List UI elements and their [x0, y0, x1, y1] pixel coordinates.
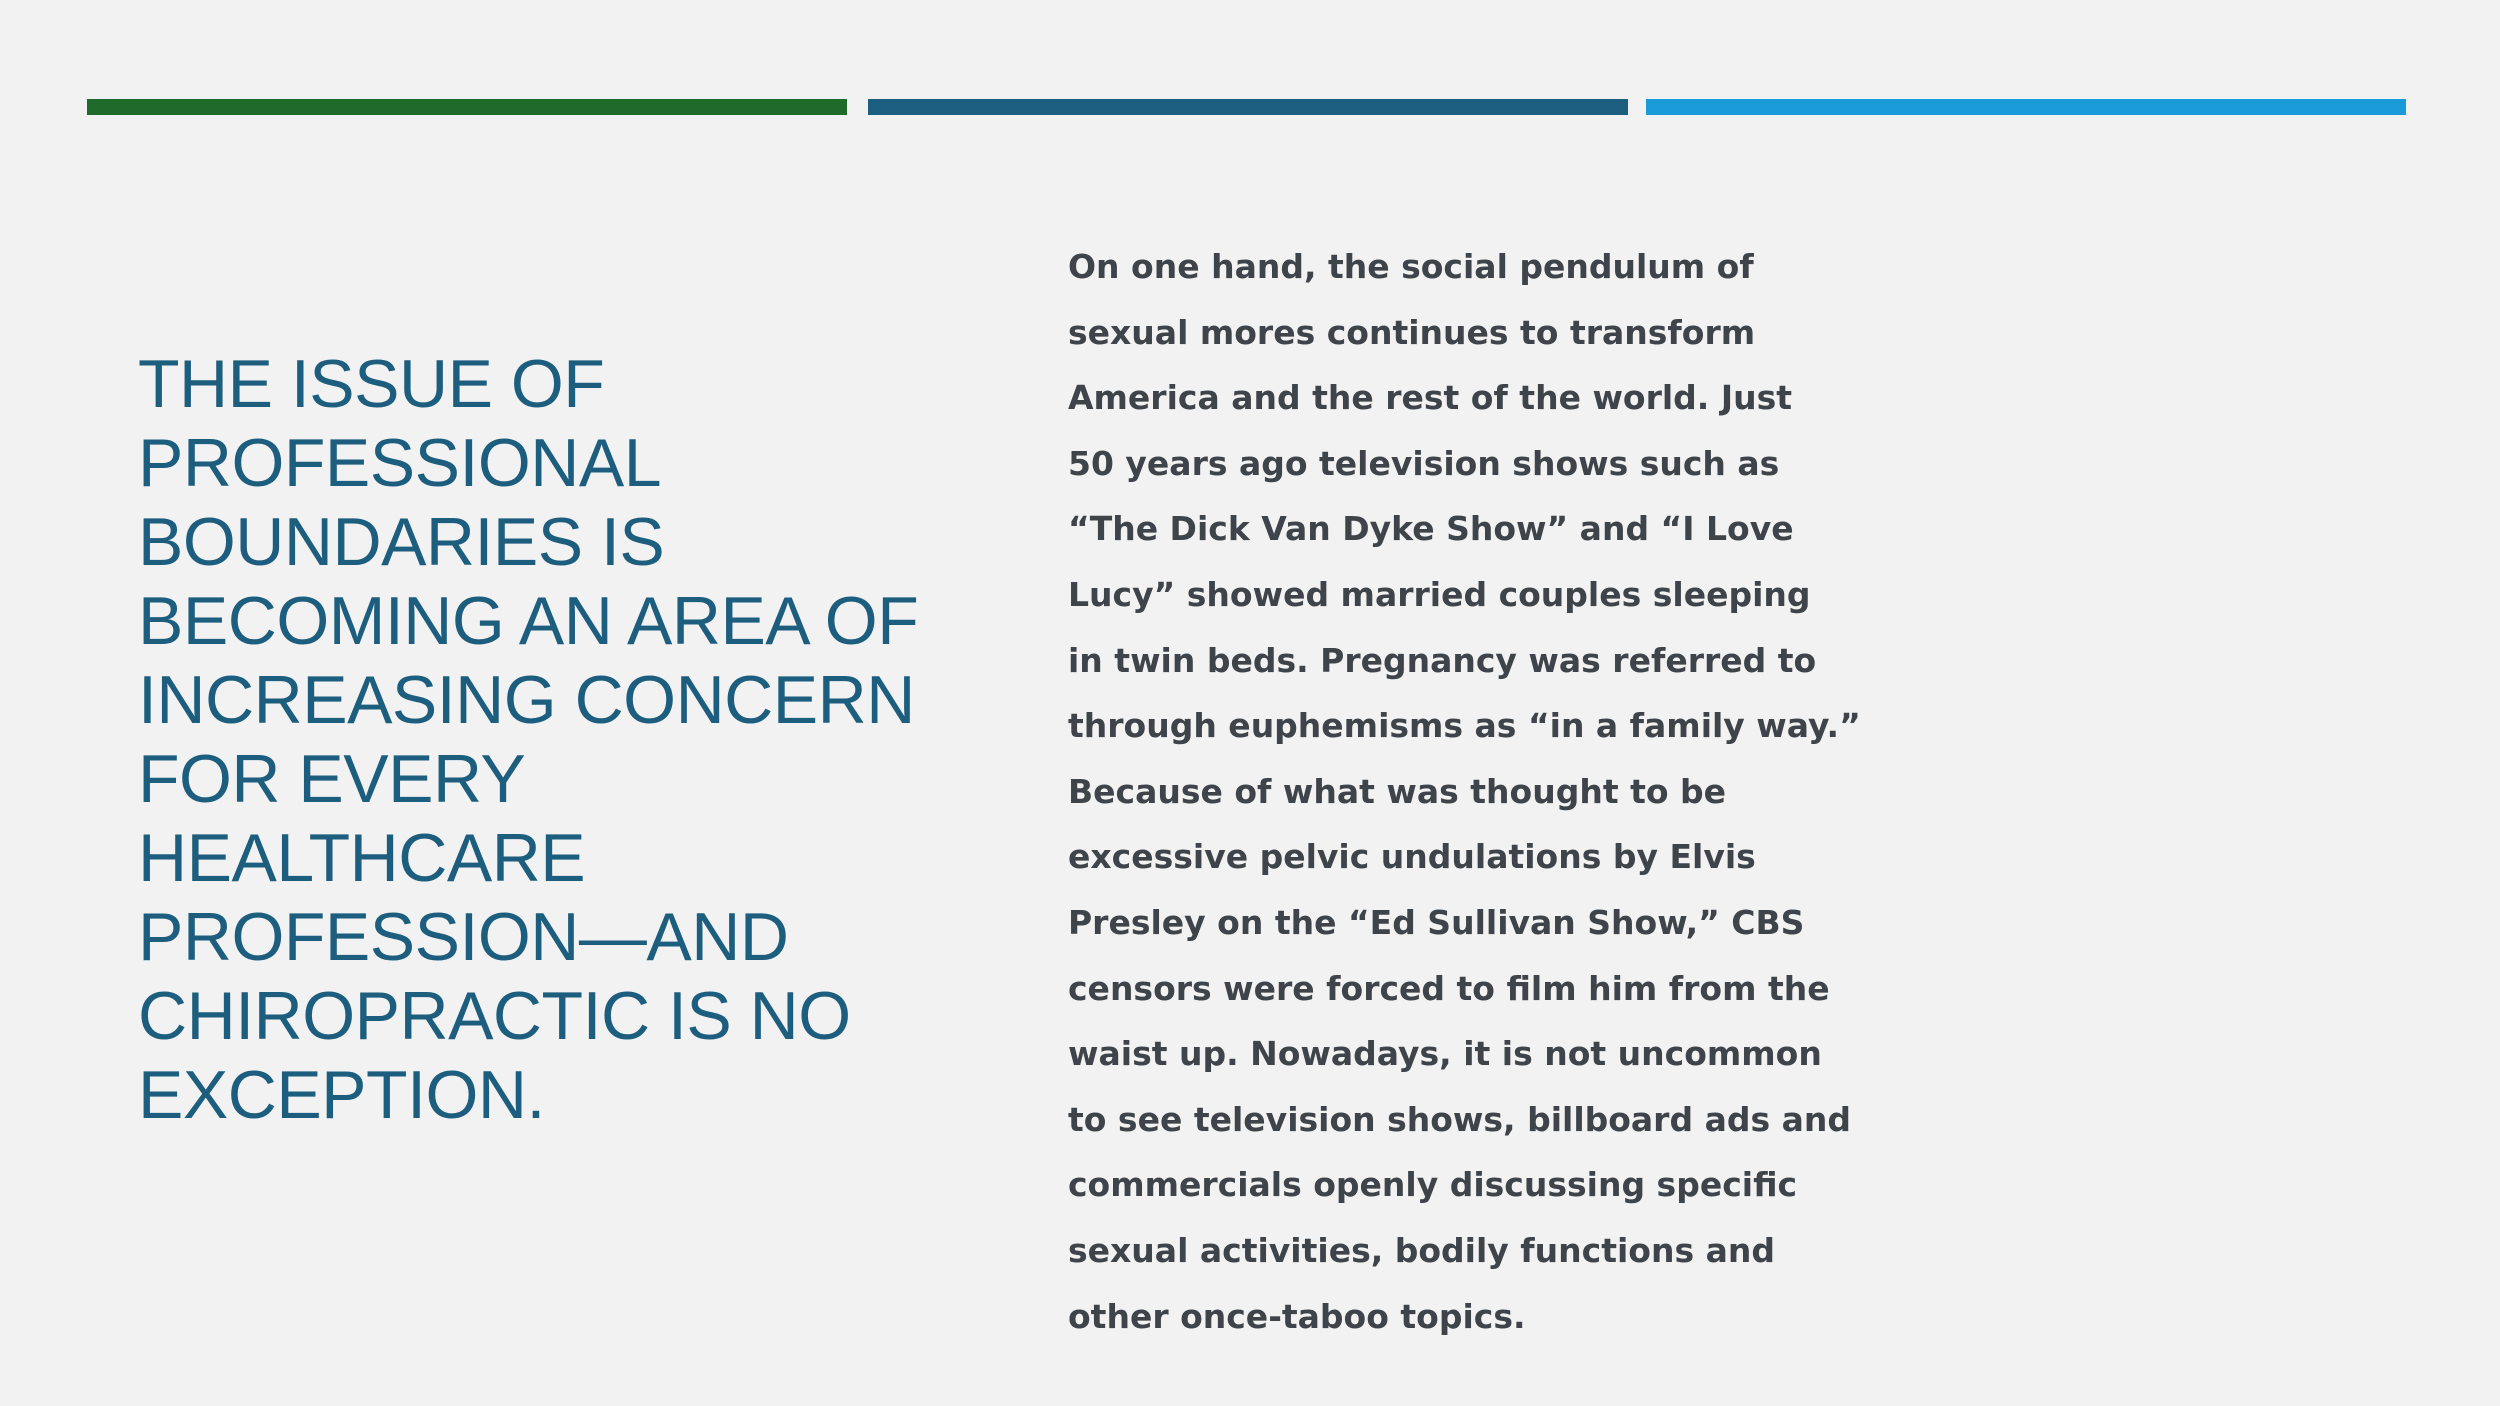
body-paragraph: [1068, 234, 1861, 1349]
body-line: Lucy” showed married couples sleeping: [1068, 574, 1811, 614]
body-line: waist up. Nowadays, it is not uncommon: [1068, 1034, 1822, 1074]
body-line: 50 years ago television shows such as: [1068, 443, 1780, 483]
body-line: America and the rest of the world. Just: [1068, 378, 1793, 418]
accent-bar-navy: [868, 99, 1628, 115]
body-line: sexual mores continues to transform: [1068, 312, 1756, 352]
body-line: in twin beds. Pregnancy was referred to: [1068, 640, 1817, 680]
body-line: Because of what was thought to be: [1068, 771, 1727, 811]
body-line: Presley on the “Ed Sullivan Show,” CBS: [1068, 902, 1805, 942]
body-line: excessive pelvic undulations by Elvis: [1068, 837, 1756, 877]
body-line: other once-taboo topics.: [1068, 1296, 1526, 1336]
body-line: through euphemisms as “in a family way.”: [1068, 706, 1861, 746]
accent-bar-blue: [1646, 99, 2406, 115]
body-line: to see television shows, billboard ads and: [1068, 1099, 1851, 1139]
slide-title: THE ISSUE OF PROFESSIONAL BOUNDARIES IS BECOMING AN AREA OF INCREASING CONCERN FOR EVERY HEALTHCARE PROFESSION—AND CHIROPRACTIC IS NO EXCEPTION.: [138, 346, 919, 1133]
body-line: censors were forced to film him from the: [1068, 968, 1830, 1008]
body-line: “The Dick Van Dyke Show” and “I Love: [1068, 509, 1794, 549]
accent-bar-green: [87, 99, 847, 115]
body-line: On one hand, the social pendulum of: [1068, 247, 1754, 286]
body-line: sexual activities, bodily functions and: [1068, 1230, 1775, 1270]
body-line: commercials openly discussing specific: [1068, 1165, 1798, 1205]
